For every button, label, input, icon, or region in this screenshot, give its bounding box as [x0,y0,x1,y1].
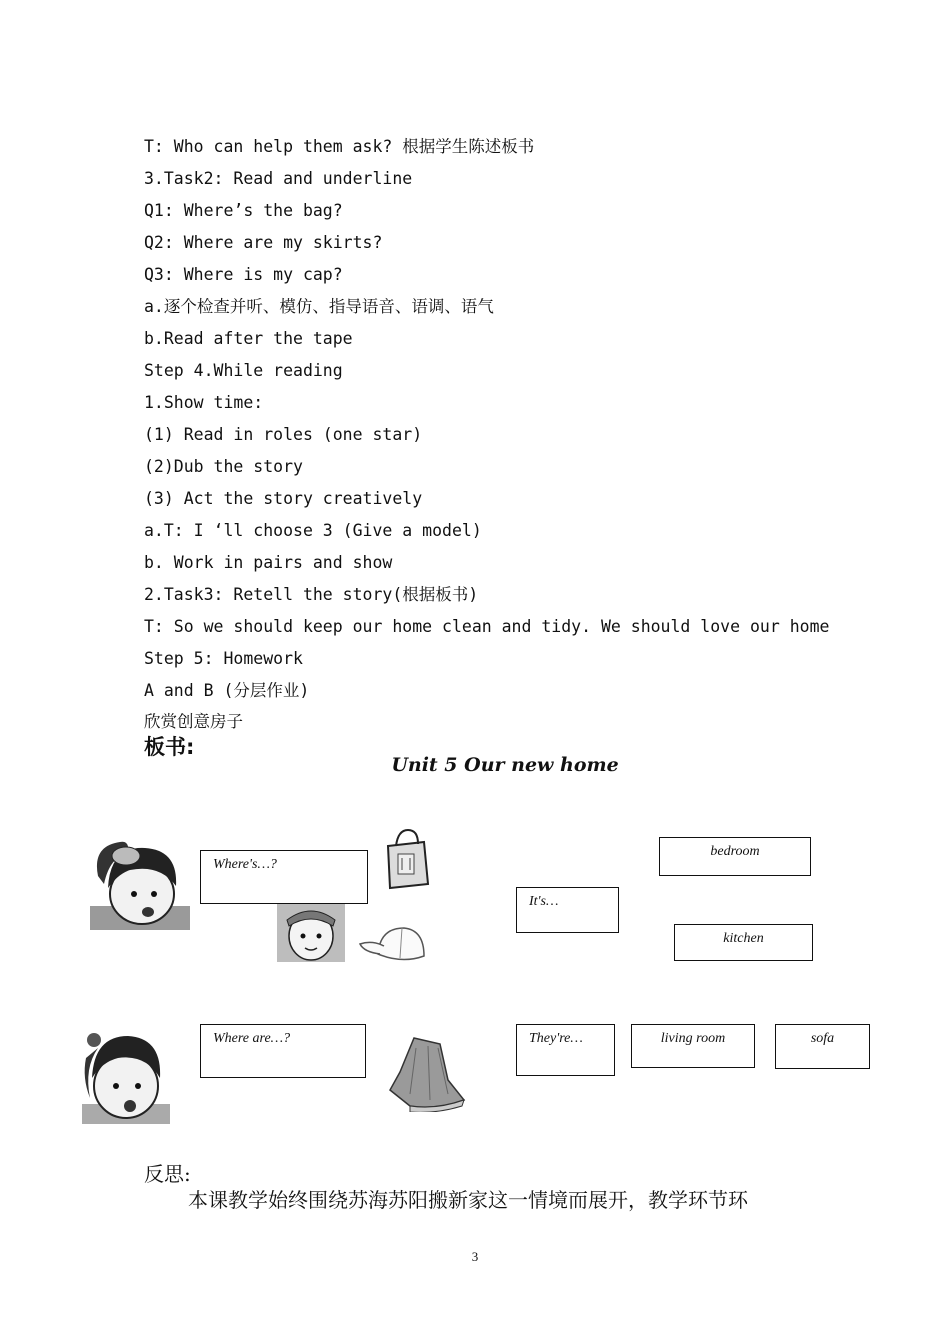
lesson-line: 1.Show time: [144,393,264,412]
its-box-text: It's… [529,894,559,909]
bedroom-box [659,837,811,876]
wheres-box-text: Where's…? [213,857,277,872]
reflection-text: 本课教学始终围绕苏海苏阳搬新家这一情境而展开，教学环节环 [188,1188,748,1212]
cap-picture [358,924,428,968]
theyre-box-text: They're… [529,1031,583,1046]
lesson-line: b.Read after the tape [144,329,353,348]
theyre-box [516,1024,615,1076]
lesson-line: T: So we should keep our home clean and tidy. We should love our home [144,617,830,636]
living-room-box [631,1024,755,1068]
girl-surprised-picture [78,1028,172,1124]
lesson-line: (3) Act the story creatively [144,489,423,508]
skirt-picture [386,1034,470,1112]
lesson-line: A and B (分层作业) [144,681,310,700]
lesson-line: a.T: I ‘ll choose 3 (Give a model) [144,521,482,540]
lesson-line: a.逐个检查并听、模仿、指导语音、语调、语气 [144,297,494,316]
lesson-line: Q1: Where’s the bag? [144,201,343,220]
lesson-line: 3.Task2: Read and underline [144,169,413,188]
lesson-line: (2)Dub the story [144,457,303,476]
lesson-line: Step 5: Homework [144,649,303,668]
girl-thinking-picture [90,836,190,930]
board-heading: 板书: [144,735,195,759]
wheres-box [200,850,368,904]
lesson-line: 欣赏创意房子 [144,712,243,731]
its-box [516,887,619,933]
lesson-line: b. Work in pairs and show [144,553,393,572]
page-number: 3 [471,1249,479,1264]
where-are-box-text: Where are…? [213,1031,291,1046]
living-room-box-text: living room [660,1031,726,1046]
where-are-box [200,1024,366,1078]
lesson-line: 2.Task3: Retell the story(根据板书) [144,585,479,604]
sofa-box-text: sofa [810,1031,835,1046]
lesson-line: Step 4.While reading [144,361,343,380]
kitchen-box-text: kitchen [723,931,764,946]
bag-picture [380,826,432,892]
lesson-line: (1) Read in roles (one star) [144,425,423,444]
lesson-line: T: Who can help them ask? 根据学生陈述板书 [144,137,535,156]
board-title: Unit 5 Our new home [391,754,619,776]
lesson-line: Q2: Where are my skirts? [144,233,383,252]
bedroom-box-text: bedroom [710,844,760,859]
girl-with-cap-picture [277,902,345,962]
kitchen-box [674,924,813,961]
reflection-title: 反思: [144,1162,191,1186]
lesson-line: Q3: Where is my cap? [144,265,343,284]
sofa-box [775,1024,870,1069]
